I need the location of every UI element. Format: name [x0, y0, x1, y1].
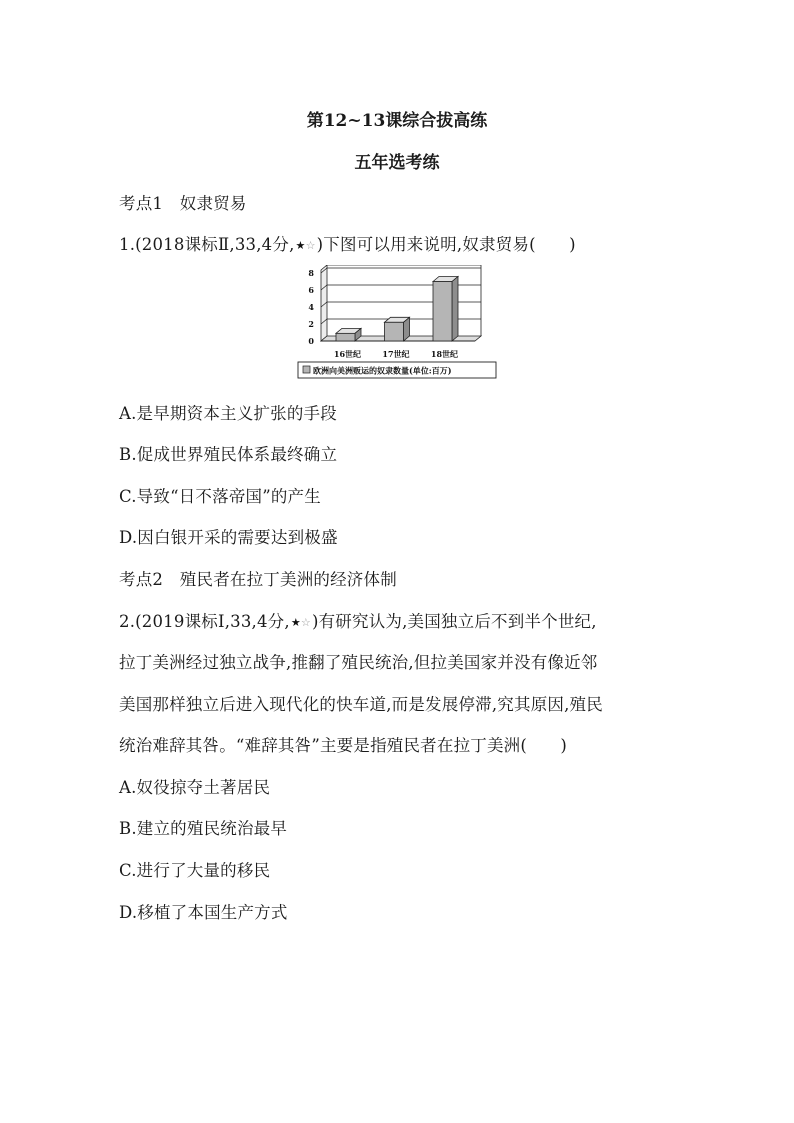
bar-chart-svg: [296, 265, 498, 383]
question-1-stem: [119, 231, 576, 255]
q1-option-a: A.是早期资本主义扩张的手段: [119, 404, 337, 423]
faded-star-icon: ☆: [305, 239, 316, 252]
q2-option-a: A.奴役掠夺土著居民: [119, 778, 271, 797]
y-tick-label: 4: [308, 302, 314, 312]
topic-2-heading: 考点2 殖民者在拉丁美洲的经济体制: [119, 570, 397, 589]
question-1-text: )下图可以用来说明,奴隶贸易( ): [316, 235, 576, 254]
y-tick-label: 0: [308, 336, 314, 346]
q2-option-b: B.建立的殖民统治最早: [119, 819, 288, 838]
legend-label: 欧洲向美洲贩运的奴隶数量(单位:百万): [313, 365, 452, 376]
section-subtitle: 五年选考练: [354, 153, 440, 173]
y-tick-label: 2: [308, 319, 314, 329]
question-2-stem-line-2: 拉丁美洲经过独立战争,推翻了殖民统治,但拉美国家并没有像近邻: [119, 653, 598, 672]
page-title: 第12~13课综合拔高练: [306, 111, 488, 131]
q2-option-d: D.移植了本国生产方式: [119, 903, 288, 922]
bar-3: [433, 277, 458, 342]
x-category-label: 17世纪: [382, 349, 410, 359]
q1-option-b: B.促成世界殖民体系最终确立: [119, 445, 338, 464]
topic-1-heading: 考点1 奴隶贸易: [119, 194, 247, 213]
filled-star-icon: ★: [290, 616, 301, 629]
bar-front: [336, 333, 355, 341]
question-2-source: 2.(2019课标Ⅰ,33,4分,: [119, 612, 290, 631]
y-tick-label: 8: [308, 268, 314, 278]
faded-star-icon: ☆: [300, 616, 311, 629]
q1-option-d: D.因白银开采的需要达到极盛: [119, 528, 338, 547]
question-2-stem-line-4: 统治难辞其咎。“难辞其咎”主要是指殖民者在拉丁美洲( ): [119, 736, 568, 755]
bar-front: [385, 322, 404, 341]
question-2-text-line-1: )有研究认为,美国独立后不到半个世纪,: [311, 612, 597, 631]
bar-front: [433, 282, 452, 342]
filled-star-icon: ★: [295, 239, 306, 252]
legend-swatch: [303, 366, 310, 373]
bar-side: [452, 277, 458, 342]
x-category-label: 18世纪: [430, 349, 459, 359]
q1-option-c: C.导致“日不落帝国”的产生: [119, 487, 321, 506]
slave-trade-chart: [296, 265, 498, 383]
q2-option-c: C.进行了大量的移民: [119, 861, 271, 880]
question-1-source: 1.(2018课标Ⅱ,33,4分,: [119, 235, 295, 254]
y-tick-label: 6: [308, 285, 314, 295]
bar-1: [336, 328, 361, 341]
question-2-stem-line-3: 美国那样独立后进入现代化的快车道,而是发展停滞,究其原因,殖民: [119, 695, 603, 714]
difficulty-star-icon: [291, 616, 311, 629]
difficulty-star-icon: [296, 239, 316, 252]
question-2-stem-line-1: [119, 608, 597, 632]
bar-2: [385, 317, 410, 341]
x-category-label: 16世纪: [333, 349, 362, 359]
